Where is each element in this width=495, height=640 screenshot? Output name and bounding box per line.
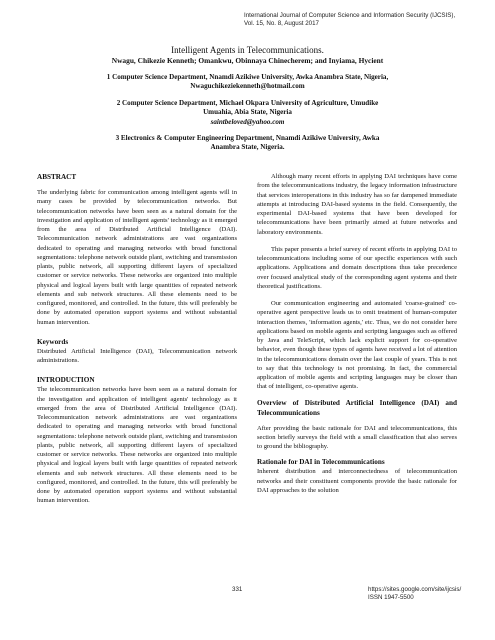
footer-links bbox=[368, 586, 461, 602]
affiliation-1-dept: 1 Computer Science Department, Nnamdi Azikiwe University, Awka Anambra State, Nigeria, bbox=[106, 73, 389, 81]
left-column bbox=[37, 172, 237, 506]
introduction-heading: INTRODUCTION bbox=[37, 376, 95, 385]
title-block bbox=[30, 45, 465, 153]
affiliation-1 bbox=[30, 73, 465, 92]
author-list: Nwagu, Chikezie Kenneth; Omankwu, Obinnaya Chinecherem; and Inyiama, Hycient bbox=[111, 56, 384, 65]
affiliation-2-dept: 2 Computer Science Department, Michael Okpara University of Agriculture, Umudike bbox=[116, 98, 379, 107]
keywords-heading: Keywords bbox=[37, 337, 69, 346]
affiliation-2-location: Umuahia, Abia State, Nigeria bbox=[203, 108, 292, 117]
journal-name: International Journal of Computer Science and Information Security (IJCSIS), bbox=[244, 12, 456, 19]
overview-text: After providing the basic rationale for DAI and telecommunications, this section briefly surveys the field with a small classification that also serves to ground the bibliography. bbox=[257, 424, 457, 450]
affiliation-3-location: Anambra State, Nigeria. bbox=[210, 143, 285, 152]
rationale-heading: Rationale for DAI in Telecommunications bbox=[257, 458, 385, 467]
paper-title: Intelligent Agents in Telecommunications. bbox=[171, 45, 324, 55]
introduction-text: The telecommunication networks have been seen as a natural domain for the investigation and application of intelligent agents' technology as it emerged from the area of Distributed Artificial Intelligence (DAI). Telecommunication network administrations are vast organizations dedicated to operating and managing networks with broad functional segmentations: telephone network outside plant, switching and transmission plants, public network, all supporting different layers of specialized customer or service networks. These networks are organized into multiple physical and logical layers built with large quantities of repeated network elements and sub network structures. All these elements need to be configured, monitored, and controlled. In the future, this will preferably be done by automated operation support systems and without substantial human intervention. bbox=[37, 386, 237, 505]
right-column bbox=[257, 172, 457, 495]
paragraph-2: This paper presents a brief survey of recent efforts in applying DAI to telecommunications including some of our specific experiences with such applications. Applications and domain descriptions thus take precedence over focused analytical study of the corresponding agent systems and their theoretical justifications. bbox=[257, 245, 457, 290]
issn: ISSN 1947-5500 bbox=[368, 594, 414, 601]
affiliation-2 bbox=[30, 99, 465, 127]
affiliation-2-email: saintbeloved@yahoo.com bbox=[210, 117, 285, 126]
journal-header bbox=[244, 12, 484, 28]
paragraph-3: Our communication engineering and automated 'coarse-grained' co-operative agent perspective leads us to omit treatment of human-computer interaction themes, 'information agents,' etc. Thus, we do not consider here applications based on mobile agents and scripting languages such as offered by Java and TeleScript, which lack explicit support for co-operative behavior, even though these types of agents have received a lot of attention in the telecommunications domain over the last couple of years. This is not to say that this technology is not promising. In fact, the commercial application of mobile agents and scripting languages may be closer than that of intelligent, co-operative agents. bbox=[257, 300, 457, 391]
keywords-text: Distributed Artificial Intelligence (DAI), Telecommunication network administrations. bbox=[37, 347, 237, 364]
affiliation-3-dept: 3 Electronics & Computer Engineering Department, Nnamdi Azikiwe University, Awka bbox=[115, 134, 380, 143]
abstract-text: The underlying fabric for communication among intelligent agents will in many cases be provided by telecommunication networks. But telecommunication networks have been seen as a natural domain for the investigation and application of intelligent agents' technology as it emerged from the area of Distributed Artificial Intelligence (DAI). Telecommunication network administrations are vast organizations dedicated to operating and managing networks with broad functional segmentations: telephone network outside plant, switching and transmission plants, public network, all supporting different layers of specialized customer or service networks. These networks are organized into multiple physical and logical layers built with large quantities of repeated network elements and sub network structures. All these elements need to be configured, monitored, and controlled. In the future, this will preferably be done by automated operation support systems and without substantial human intervention. bbox=[37, 189, 237, 326]
paragraph-1: Although many recent efforts in applying DAI techniques have come from the telecommunications industry, the legacy information infrastructure that services interoperations in this industry has so far dampened immediate attempts at introducing DAI-based systems in the field. Consequently, the experimental DAI-based systems that have been developed for telecommunications have been primarily aimed at future networks and laboratory environments. bbox=[257, 173, 457, 236]
journal-volume: Vol. 15, No. 8, August 2017 bbox=[244, 20, 319, 27]
affiliation-3 bbox=[30, 134, 465, 153]
overview-heading: Overview of Distributed Artificial Intelligence (DAI) and Telecommunications bbox=[257, 398, 457, 417]
page-number: 331 bbox=[232, 586, 243, 593]
journal-url: https://sites.google.com/site/ijcsis/ bbox=[368, 586, 462, 593]
affiliation-1-email: Nwaguchikeziekenneth@hotmail.com bbox=[190, 82, 305, 91]
rationale-text: Inherent distribution and interconnectedness of telecommunication networks and their constituent components provide the basic rationale for DAI approaches to the solution bbox=[257, 468, 457, 494]
abstract-heading: ABSTRACT bbox=[37, 173, 77, 181]
